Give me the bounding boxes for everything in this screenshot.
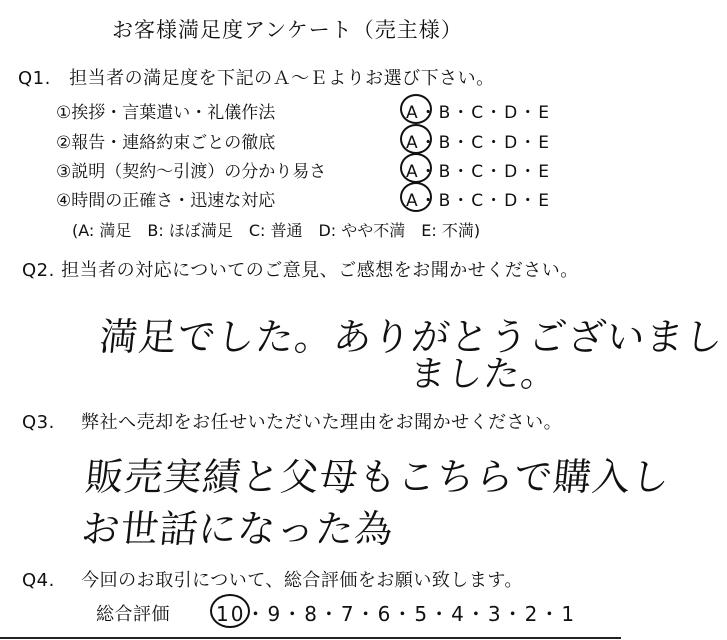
q3-heading: [22, 408, 562, 434]
q4-label: Q4.: [22, 570, 55, 591]
q2-handwritten-answer-line1: 満足でした。ありがとうございまし: [97, 315, 726, 359]
q1-item-3-rating: A・B・C・D・E: [406, 162, 551, 182]
bottom-border: [0, 637, 621, 639]
q1-label: Q1.: [18, 68, 51, 89]
q4-heading: [22, 566, 523, 592]
q2-handwritten-answer-line2: ました。: [407, 354, 560, 395]
q4-score-scale: 10・9・8・7・6・5・4・3・2・1: [216, 602, 577, 626]
q3-label: Q3.: [22, 412, 55, 433]
q4-selected-score-circle: [210, 594, 250, 628]
q1-legend: (A: 満足 B: ほぼ満足 C: 普通 D: やや不満 E: 不満): [72, 221, 481, 240]
q3-handwritten-answer-line1: 販売実績と父母もこちらで購入し: [83, 455, 673, 499]
score-9: 9: [267, 602, 283, 626]
q1-item-2-rating: A・B・C・D・E: [406, 133, 551, 153]
score-10: 10: [216, 602, 246, 626]
q4-overall-label: 総合評価: [96, 604, 170, 625]
score-1: 1: [561, 602, 577, 626]
score-8: 8: [304, 602, 319, 626]
score-2: 2: [524, 602, 540, 626]
q1-item-4-label: ④時間の正確さ・迅速な対応: [56, 191, 276, 211]
survey-title: お客様満足度アンケート（売主様）: [112, 18, 463, 42]
q2-label: Q2.: [22, 260, 55, 281]
q4-text: 今回のお取引について、総合評価をお願い致します。: [81, 570, 523, 591]
score-5: 5: [414, 602, 430, 626]
q3-text: 弊社へ売却をお任せいただいた理由をお聞かせください。: [81, 412, 563, 433]
score-4: 4: [451, 602, 466, 626]
score-6: 6: [377, 602, 393, 626]
q1-item-1-selected-circle: [400, 94, 432, 124]
q2-text: 担当者の対応についてのご意見、ご感想をお聞かせください。: [61, 260, 579, 281]
score-3: 3: [487, 602, 503, 626]
q1-text: 担当者の満足度を下記のＡ～Ｅよりお選び下さい。: [69, 68, 495, 89]
q2-heading: [22, 256, 579, 282]
q1-heading: [18, 64, 495, 90]
q1-item-4-rating: A・B・C・D・E: [406, 191, 551, 211]
q1-item-2-label: ②報告・連絡約束ごとの徹底: [56, 133, 276, 153]
q1-item-4-selected-circle: [400, 182, 432, 212]
q1-item-3-selected-circle: [400, 153, 432, 183]
q3-handwritten-answer-line2: お世話になった為: [79, 507, 396, 551]
q1-item-2-selected-circle: [400, 124, 432, 154]
q1-item-1-rating: A・B・C・D・E: [406, 103, 551, 123]
q1-item-3-label: ③説明（契約～引渡）の分かり易さ: [56, 162, 327, 182]
q1-item-1-label: ①挨拶・言葉遣い・礼儀作法: [56, 103, 276, 123]
score-7: 7: [340, 602, 356, 626]
